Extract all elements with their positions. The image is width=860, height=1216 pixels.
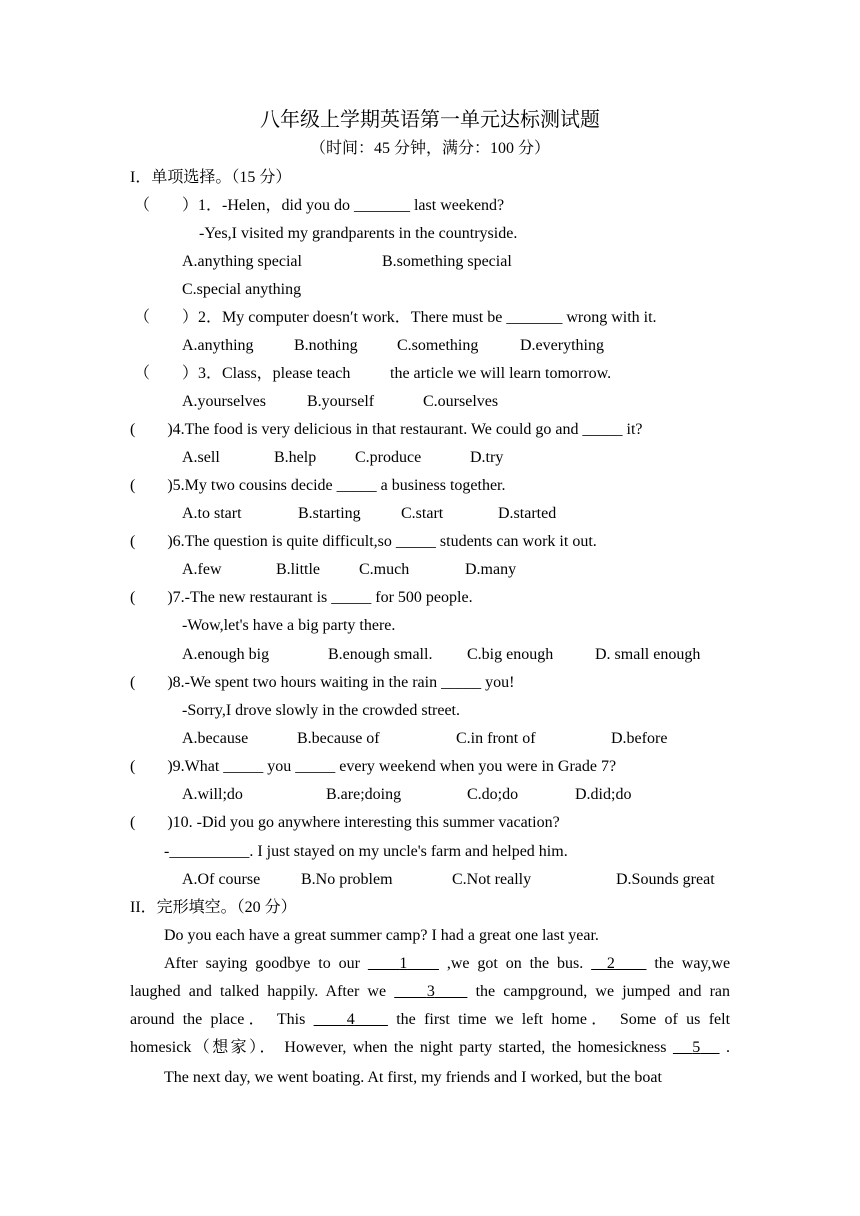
blank-2: 2 [606,955,615,972]
question-7-reply: -Wow,let's have a big party there. [182,617,396,634]
question-9: ( )9.What _____ you _____ every weekend when you were in Grade 7? [130,758,617,775]
question-8: ( )8.-We spent two hours waiting in the rain _____ you! [130,674,515,691]
option-6a: A.few [182,561,222,578]
option-5c: C.start [401,505,444,522]
question-10: ( )10. -Did you go anywhere interesting this summer vacation? [130,814,560,831]
option-6b: B.little [276,561,320,578]
option-2a: A.anything [182,337,254,354]
option-8d: D.before [611,730,668,747]
question-8-reply: -Sorry,I drove slowly in the crowded street. [182,702,460,719]
cloze-line-3: around the place． This 4 the first time we left home． Some of us felt [130,1011,731,1028]
page-title: 八年级上学期英语第一单元达标测试题 [260,109,600,131]
page-subtitle: （时间：45 分钟，满分：100 分） [309,140,550,157]
option-8c: C.in front of [456,730,536,747]
option-5d: D.started [498,505,557,522]
option-9d: D.did;do [575,786,632,803]
blank-5: 5 [692,1039,701,1056]
blank-3: 3 [426,983,435,1000]
blank-4: 4 [346,1011,355,1028]
section1-heading: I．单项选择。（15 分） [130,169,292,186]
question-1: （ ）1．-Helen，did you do _______ last weekend? [134,197,505,214]
option-6d: D.many [465,561,517,578]
question-3: （ ）3．Class，please teach [134,365,351,382]
option-3b: B.yourself [307,393,375,410]
option-7b: B.enough small. [328,646,433,663]
option-5b: B.starting [298,505,361,522]
cloze-paragraph-3: The next day, we went boating. At first, my friends and I worked, but the boat [164,1069,662,1086]
option-1b: B.something special [382,253,512,270]
option-1a: A.anything special [182,253,302,270]
option-7a: A.enough big [182,646,270,663]
question-7: ( )7.-The new restaurant is _____ for 500 people. [130,589,473,606]
cloze-line-4: homesick（想家）． However, when the night party started, the homesickness 5 . [130,1039,730,1056]
option-3a: A.yourselves [182,393,266,410]
section2-heading: II．完形填空。（20 分） [130,899,297,916]
option-4b: B.help [274,449,317,466]
question-2: （ ）2．My computer doesn′t work．There must be _______ wrong with it. [134,309,657,326]
question-5: ( )5.My two cousins decide _____ a business together. [130,477,506,494]
option-4d: D.try [470,449,504,466]
option-8a: A.because [182,730,249,747]
cloze-intro: Do you each have a great summer camp? I had a great one last year. [164,927,599,944]
option-2d: D.everything [520,337,604,354]
option-6c: C.much [359,561,410,578]
option-3c: C.ourselves [423,393,499,410]
option-2c: C.something [397,337,479,354]
question-4: ( )4.The food is very delicious in that restaurant. We could go and _____ it? [130,421,643,438]
option-10a: A.Of course [182,871,261,888]
option-1c: C.special anything [182,281,302,298]
option-7c: C.big enough [467,646,554,663]
cloze-line-1: After saying goodbye to our 1 ,we got on the bus. 2 the way,we [164,955,731,972]
option-9c: C.do;do [467,786,519,803]
option-5a: A.to start [182,505,242,522]
question-1-reply: -Yes,I visited my grandparents in the countryside. [199,225,518,242]
option-10d: D.Sounds great [616,871,715,888]
option-8b: B.because of [297,730,380,747]
option-2b: B.nothing [294,337,358,354]
option-7d: D. small enough [595,646,701,663]
question-6: ( )6.The question is quite difficult,so _____ students can work it out. [130,533,597,550]
option-9a: A.will;do [182,786,243,803]
option-10b: B.No problem [301,871,393,888]
option-4c: C.produce [355,449,422,466]
option-10c: C.Not really [452,871,532,888]
question-10-reply: -__________. I just stayed on my uncle's farm and helped him. [164,843,568,860]
question-3-cont: the article we will learn tomorrow. [390,365,612,382]
blank-1: 1 [399,955,408,972]
cloze-line-2: laughed and talked happily. After we 3 the campground, we jumped and ran [130,983,731,1000]
option-9b: B.are;doing [326,786,402,803]
option-4a: A.sell [182,449,220,466]
